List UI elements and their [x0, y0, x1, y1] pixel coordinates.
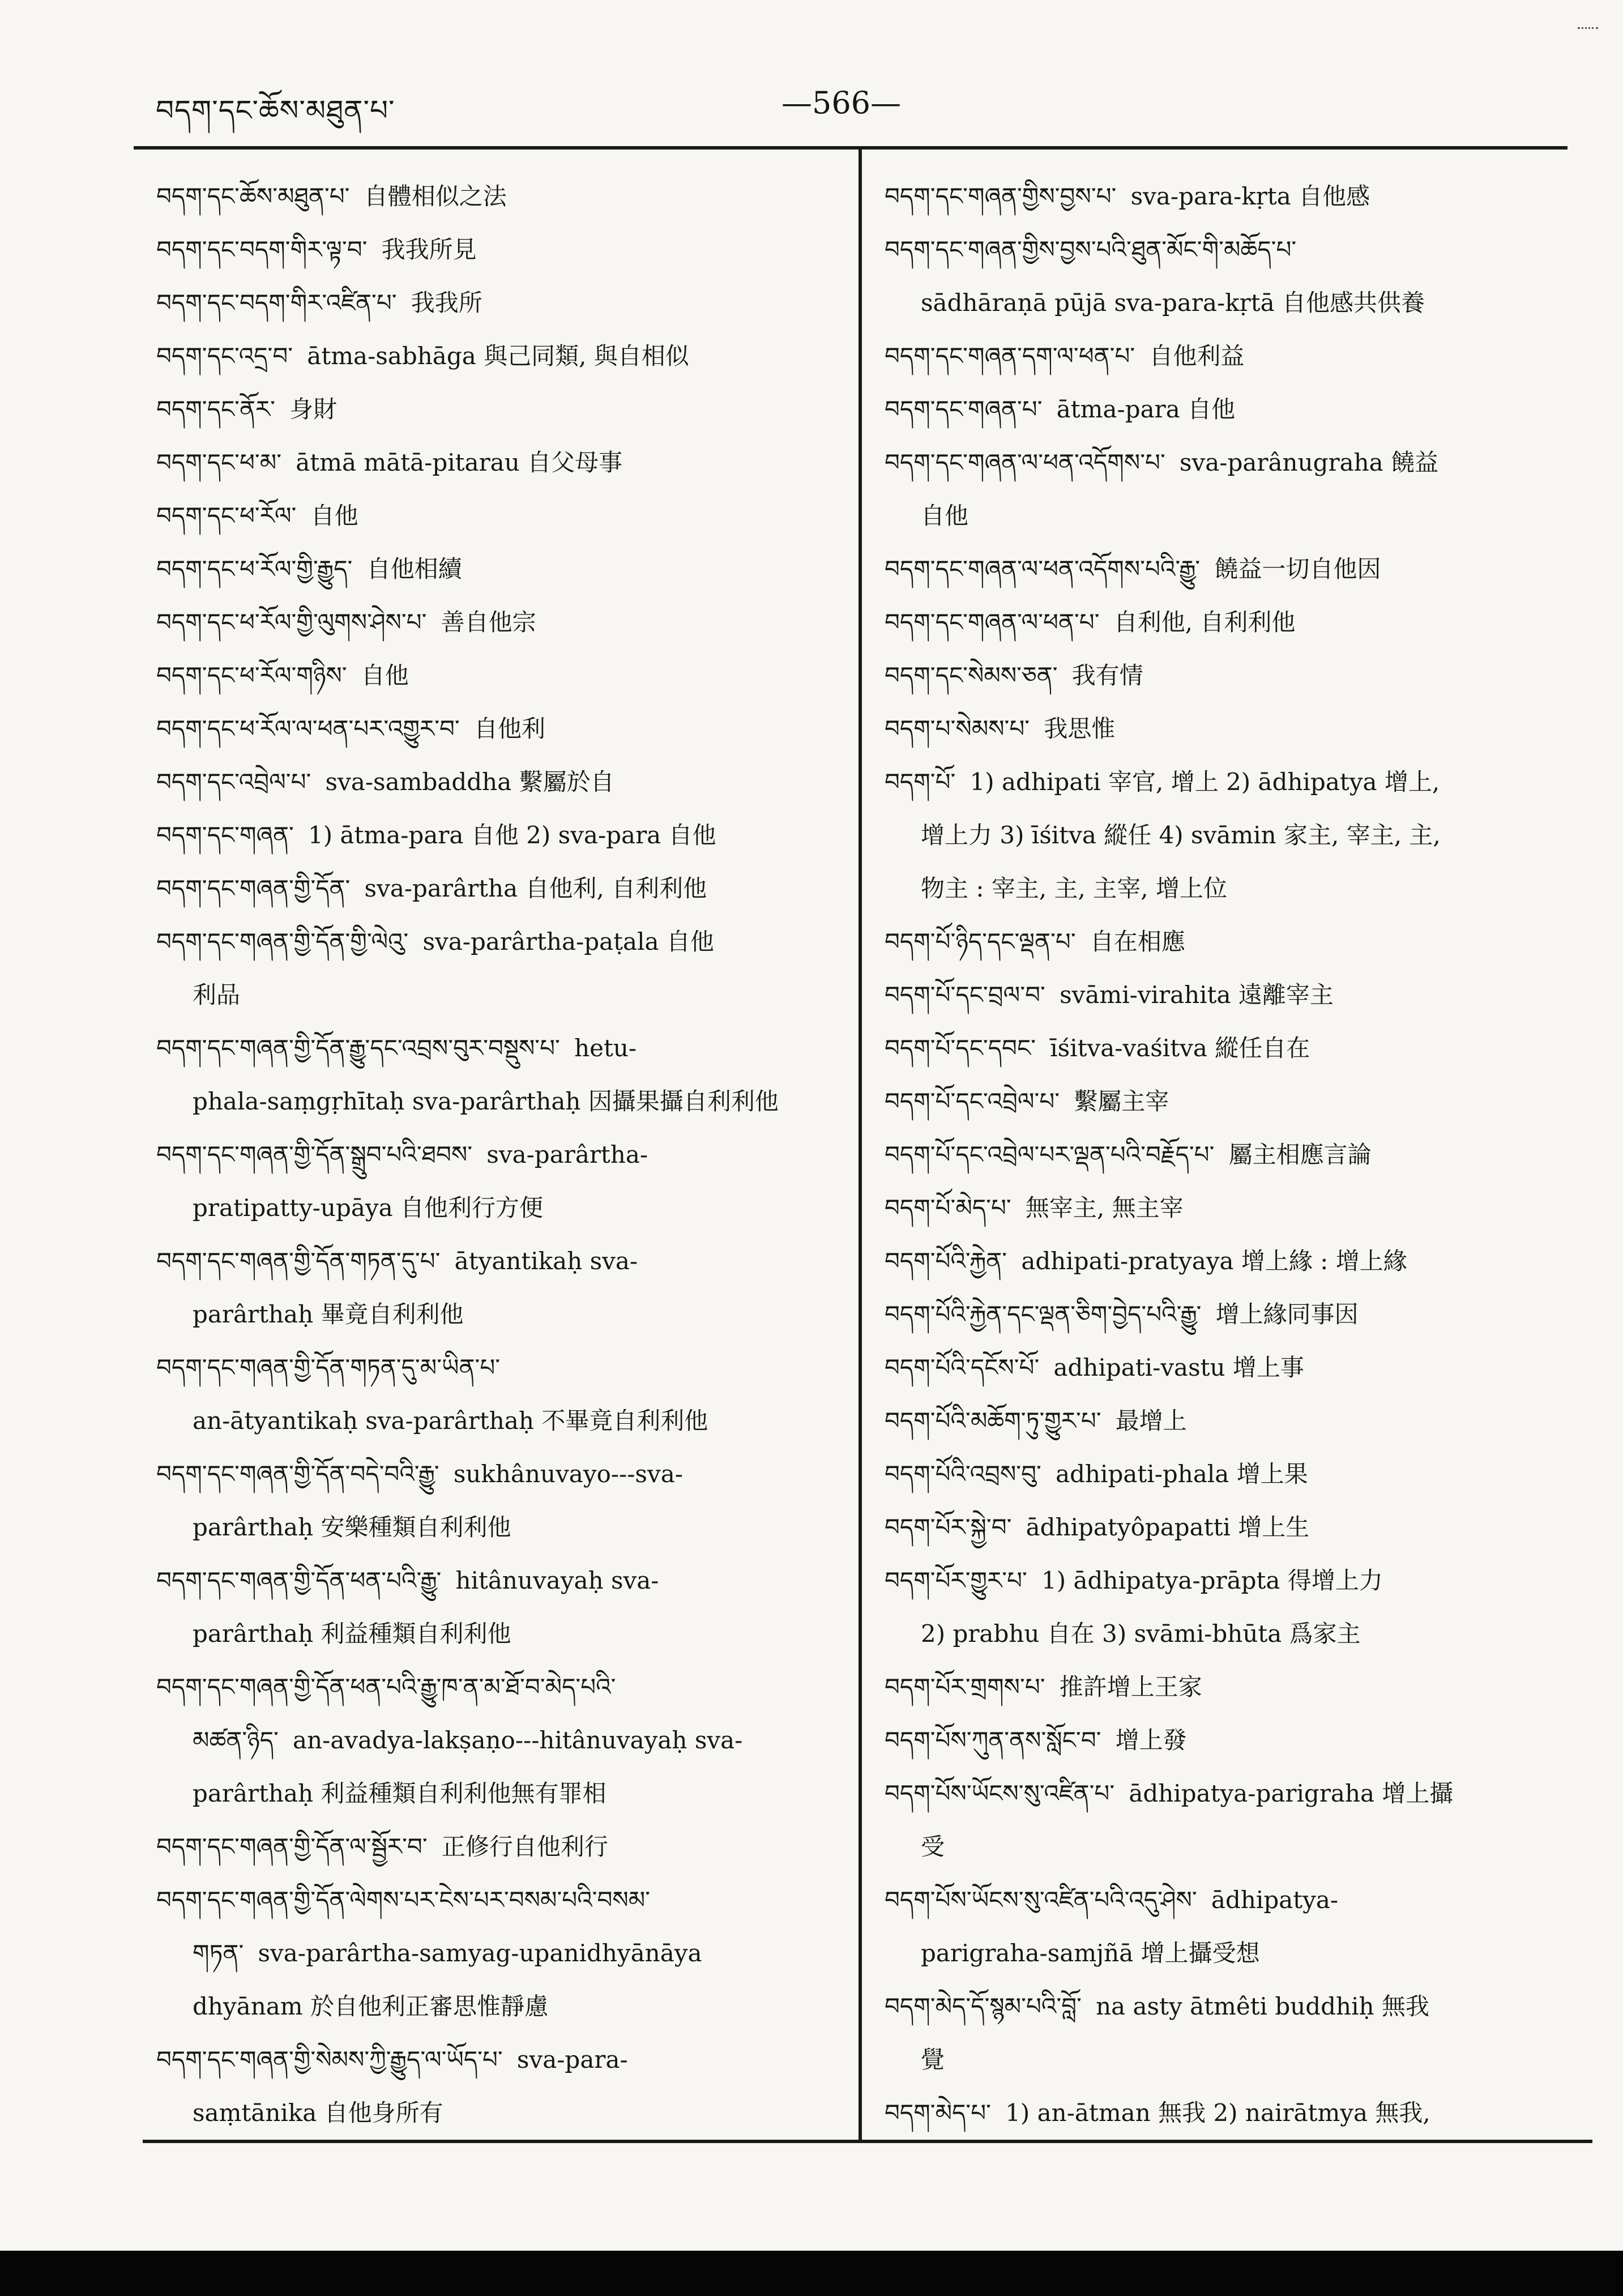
entry-continuation: [156, 968, 836, 1022]
tibetan-headword: བདག་པོ་ཉིད་དང་ལྡན་པ་: [885, 928, 1076, 955]
entry-continuation: [885, 862, 1581, 915]
entry-gloss: parârthaḥ 畢竟自利利他: [193, 1300, 464, 1328]
dictionary-entry: [156, 809, 836, 862]
entry-gloss: 屬主相應言論: [1228, 1141, 1372, 1168]
entry-gloss: sva-para-kṛta 自他感: [1130, 182, 1370, 210]
dictionary-entry: [885, 170, 1581, 223]
tibetan-headword: བདག་དང་གཞན་གྱི་དོན་ལེགས་པར་ངེས་པར་བསམ་པའི་བསམ་: [156, 1886, 651, 1914]
dictionary-entry: [156, 170, 836, 223]
dictionary-entry: [885, 596, 1581, 649]
tibetan-headword: བདག་དང་གཞན་གྱི་དོན་སྒྲུབ་པའི་ཐབས་: [156, 1141, 473, 1168]
entry-continuation: [156, 1501, 836, 1554]
tibetan-headword: བདག་པོས་ཡོངས་སུ་འཛིན་པ་: [885, 1779, 1115, 1807]
tibetan-headword: བདག་པོའི་མཆོག་ཏུ་གྱུར་པ་: [885, 1407, 1101, 1435]
dictionary-entry: [156, 543, 836, 596]
tibetan-headword: གཏན་: [193, 1939, 244, 1967]
entry-gloss: sādhāraṇā pūjā sva-para-kṛtā 自他感共供養: [921, 289, 1425, 317]
dictionary-entry: [885, 1128, 1581, 1181]
dictionary-entry: [885, 1075, 1581, 1128]
dictionary-entry: [156, 276, 836, 330]
dictionary-entry: [885, 756, 1581, 809]
tibetan-headword: བདག་པོས་ཀུན་ནས་སློང་བ་: [885, 1726, 1101, 1754]
tibetan-headword: བདག་དང་གཞན་གྱི་དོན་: [156, 874, 351, 902]
entry-gloss: 2) prabhu 自在 3) svāmi-bhūta 爲家主: [921, 1620, 1361, 1648]
entry-gloss: 我有情: [1071, 662, 1143, 689]
tibetan-headword: བདག་པོ་དང་འབྲེལ་པ་: [885, 1087, 1060, 1115]
entry-gloss: 覺: [921, 2046, 945, 2073]
dictionary-entry: [885, 1767, 1581, 1820]
tibetan-headword: བདག་མེད་དོ་སྙམ་པའི་བློ་: [885, 1992, 1082, 2020]
dictionary-entry: [156, 596, 836, 649]
entry-gloss: 自在相應: [1090, 928, 1185, 955]
entry-continuation: [156, 1394, 836, 1448]
entry-gloss: 增上發: [1115, 1726, 1187, 1754]
entry-continuation: [156, 1075, 836, 1128]
entry-gloss: pratipatty-upāya 自他利行方便: [193, 1194, 544, 1222]
dictionary-entry: [885, 1022, 1581, 1075]
tibetan-headword: བདག་དང་གཞན་དག་ལ་ཕན་པ་: [885, 342, 1135, 370]
dictionary-entry: [156, 1661, 836, 1714]
dictionary-entry: [885, 1394, 1581, 1448]
entry-gloss: 最增上: [1115, 1407, 1187, 1435]
dictionary-entry: [156, 915, 836, 968]
entry-gloss: 我我所見: [381, 236, 477, 263]
left-column: [156, 170, 836, 2140]
tibetan-headword: བདག་དང་གཞན་གྱི་དོན་ཕན་པའི་རྒྱུ་ཁ་ན་མ་ཐོ་བ་མེད་པའི་: [156, 1673, 616, 1701]
entry-continuation: [156, 1980, 836, 2033]
entry-gloss: 1) ādhipatya-prāpta 得增上力: [1041, 1567, 1383, 1594]
entry-gloss: adhipati-vastu 增上事: [1053, 1354, 1304, 1381]
entry-gloss: saṃtānika 自他身所有: [193, 2099, 443, 2127]
entry-gloss: 受: [921, 1833, 945, 1860]
dictionary-entry: [156, 2033, 836, 2086]
entry-gloss: 饒益一切自他因: [1214, 555, 1381, 583]
entry-continuation: [156, 1714, 836, 1767]
tibetan-headword: བདག་དང་གཞན་ལ་ཕན་འདོགས་པ་: [885, 449, 1165, 476]
tibetan-headword: བདག་དང་བདག་གིར་འཛིན་པ་: [156, 289, 397, 317]
entry-continuation: [156, 1607, 836, 1661]
tibetan-headword: བདག་དང་ཕ་མ་: [156, 449, 282, 476]
entry-gloss: an-avadya-lakṣaṇo---hitânuvayaḥ sva-: [293, 1726, 743, 1754]
tibetan-headword: བདག་པོའི་རྐྱེན་: [885, 1247, 1007, 1275]
entry-gloss: parârthaḥ 利益種類自利利他無有罪相: [193, 1779, 607, 1807]
tibetan-headword: བདག་དང་གཞན་པ་: [885, 395, 1043, 423]
right-column: [885, 170, 1581, 2140]
entry-gloss: 增上緣同事因: [1215, 1300, 1359, 1328]
entry-gloss: 自體相似之法: [364, 182, 507, 210]
tibetan-headword: བདག་དང་ཆོས་མཐུན་པ་: [156, 182, 350, 210]
entry-gloss: 1) ātma-para 自他 2) sva-para 自他: [308, 821, 716, 849]
dictionary-entry: [156, 330, 836, 383]
tibetan-headword: བདག་དང་འབྲེལ་པ་: [156, 768, 311, 796]
entry-gloss: 1) adhipati 宰官, 增上 2) ādhipatya 增上,: [969, 768, 1440, 796]
entry-gloss: ādhipatyôpapatti 增上生: [1026, 1513, 1310, 1541]
entry-gloss: ātma-para 自他: [1056, 395, 1236, 423]
tibetan-headword: བདག་དང་ཕ་རོལ་: [156, 502, 297, 530]
tibetan-headword: བདག་དང་གཞན་གྱི་དོན་རྒྱུ་དང་འབྲས་བུར་བསྡུས་པ་: [156, 1034, 560, 1062]
dictionary-entry: [156, 1448, 836, 1501]
corner-mark: [1578, 27, 1598, 37]
tibetan-headword: བདག་དང་གཞན་གྱིས་བྱས་པ་: [885, 182, 1117, 210]
running-header: བདག་དང་ཆོས་མཐུན་པ་: [156, 94, 395, 127]
entry-continuation: [885, 1927, 1581, 1980]
entry-gloss: 自他相續: [366, 555, 462, 583]
entry-continuation: [156, 2086, 836, 2140]
entry-gloss: 增上力 3) īśitva 縱任 4) svāmin 家主, 宰主, 主,: [921, 821, 1441, 849]
entry-gloss: 無宰主, 無主宰: [1025, 1194, 1184, 1222]
entry-gloss: sva-parârtha-samyag-upanidhyānāya: [258, 1939, 702, 1967]
dictionary-entry: [885, 1873, 1581, 1927]
tibetan-headword: བདག་པ་སེམས་པ་: [885, 715, 1030, 742]
entry-continuation: [885, 489, 1581, 543]
entry-gloss: parârthaḥ 利益種類自利利他: [193, 1620, 511, 1648]
tibetan-headword: བདག་པོའི་འབྲས་བུ་: [885, 1460, 1041, 1488]
entry-gloss: phala-saṃgṛhītaḥ sva-parârthaḥ 因攝果攝自利利他: [193, 1087, 779, 1115]
dictionary-entry: [885, 543, 1581, 596]
entry-continuation: [156, 1288, 836, 1341]
entry-gloss: 我思惟: [1044, 715, 1116, 742]
column-divider: [859, 148, 862, 2143]
dictionary-entry: [885, 1448, 1581, 1501]
tibetan-headword: བདག་དང་གཞན་ལ་ཕན་པ་: [885, 608, 1100, 636]
tibetan-headword: བདག་པོར་གྱུར་པ་: [885, 1567, 1027, 1594]
entry-gloss: na asty ātmêti buddhiḥ 無我: [1096, 1992, 1429, 2020]
dictionary-entry: [885, 968, 1581, 1022]
entry-gloss: 利品: [193, 981, 241, 1009]
entry-gloss: sva-parârtha-: [486, 1141, 648, 1168]
dictionary-entry: [156, 1341, 836, 1394]
entry-gloss: ādhipatya-parigraha 增上攝: [1129, 1779, 1454, 1807]
dictionary-entry: [885, 1661, 1581, 1714]
entry-gloss: sukhânuvayo---sva-: [453, 1460, 683, 1488]
dictionary-entry: [885, 702, 1581, 756]
tibetan-headword: བདག་དང་གཞན་ལ་ཕན་འདོགས་པའི་རྒྱུ་: [885, 555, 1201, 583]
tibetan-headword: བདག་དང་གཞན་གྱི་དོན་གྱི་ལེའུ་: [156, 928, 409, 955]
tibetan-headword: བདག་པོ་: [885, 768, 956, 796]
dictionary-entry: [885, 223, 1581, 276]
entry-gloss: 推許增上王家: [1059, 1673, 1202, 1701]
tibetan-headword: བདག་དང་གཞན་གྱི་དོན་བདེ་བའི་རྒྱུ་: [156, 1460, 439, 1488]
entry-gloss: 自他利: [473, 715, 545, 742]
scan-edge-bar: [0, 2251, 1623, 2296]
tibetan-headword: བདག་དང་བདག་གིར་ལྟ་བ་: [156, 236, 368, 263]
dictionary-entry: [156, 702, 836, 756]
tibetan-headword: བདག་དང་གཞན་: [156, 821, 294, 849]
top-rule: [134, 146, 1568, 150]
entry-gloss: hetu-: [574, 1034, 637, 1062]
dictionary-entry: [885, 1181, 1581, 1235]
dictionary-entry: [156, 649, 836, 702]
tibetan-headword: བདག་པོའི་རྐྱེན་དང་ལྡན་ཅིག་བྱེད་པའི་རྒྱུ་: [885, 1300, 1202, 1328]
entry-gloss: 自他: [361, 662, 409, 689]
dictionary-entry: [885, 436, 1581, 489]
entry-gloss: 善自他宗: [441, 608, 536, 636]
page-number: —566—: [781, 85, 902, 121]
tibetan-headword: བདག་པོར་སྐྱེ་བ་: [885, 1513, 1012, 1541]
tibetan-headword: བདག་པོའི་དངོས་པོ་: [885, 1354, 1040, 1381]
entry-gloss: 自他: [310, 502, 358, 530]
entry-continuation: [156, 1927, 836, 1980]
entry-gloss: svāmi-virahita 遠離宰主: [1060, 981, 1334, 1009]
entry-gloss: ātyantikaḥ sva-: [454, 1247, 638, 1275]
entry-gloss: an-ātyantikaḥ sva-parârthaḥ 不畢竟自利利他: [193, 1407, 708, 1435]
entry-continuation: [885, 809, 1581, 862]
entry-continuation: [156, 1181, 836, 1235]
entry-gloss: 自他: [921, 502, 969, 530]
dictionary-entry: [156, 756, 836, 809]
entry-continuation: [156, 1767, 836, 1820]
entry-gloss: parigraha-samjñā 增上攝受想: [921, 1939, 1260, 1967]
dictionary-entry: [885, 1714, 1581, 1767]
entry-gloss: hitânuvayaḥ sva-: [455, 1567, 659, 1594]
tibetan-headword: བདག་དང་སེམས་ཅན་: [885, 662, 1058, 689]
dictionary-entry: [885, 1554, 1581, 1607]
dictionary-entry: [156, 1022, 836, 1075]
entry-gloss: ātmā mātā-pitarau 自父母事: [296, 449, 623, 476]
tibetan-headword: བདག་དང་གཞན་གྱི་སེམས་ཀྱི་རྒྱུད་ལ་ཡོད་པ་: [156, 2046, 503, 2073]
tibetan-headword: བདག་དང་གཞན་གྱི་དོན་ལ་སྦྱོར་བ་: [156, 1833, 428, 1860]
entry-gloss: sva-para-: [516, 2046, 628, 2073]
dictionary-entry: [156, 1820, 836, 1873]
tibetan-headword: བདག་དང་གཞན་གྱི་དོན་ཕན་པའི་རྒྱུ་: [156, 1567, 442, 1594]
tibetan-headword: བདག་དང་འདྲ་བ་: [156, 342, 293, 370]
tibetan-headword: བདག་དང་གཞན་གྱི་དོན་གཏན་དུ་པ་: [156, 1247, 441, 1275]
tibetan-headword: བདག་དང་ཕ་རོལ་གྱི་ལུགས་ཤེས་པ་: [156, 608, 427, 636]
dictionary-entry: [156, 1128, 836, 1181]
tibetan-headword: བདག་པོ་དང་འབྲེལ་པར་ལྡན་པའི་བརྗོད་པ་: [885, 1141, 1215, 1168]
tibetan-headword: བདག་མེད་པ་: [885, 2099, 991, 2127]
dictionary-entry: [885, 1980, 1581, 2033]
tibetan-headword: བདག་དང་ནོར་: [156, 395, 276, 423]
entry-gloss: 自他利益: [1149, 342, 1245, 370]
dictionary-entry: [156, 1554, 836, 1607]
dictionary-entry: [156, 223, 836, 276]
bottom-rule: [143, 2140, 1592, 2143]
tibetan-headword: བདག་དང་ཕ་རོལ་གྱི་རྒྱུད་: [156, 555, 353, 583]
entry-gloss: sva-parârtha 自他利, 自利利他: [364, 874, 707, 902]
tibetan-headword: བདག་པོས་ཡོངས་སུ་འཛིན་པའི་འདུ་ཤེས་: [885, 1886, 1197, 1914]
tibetan-headword: བདག་པོ་དང་དབང་: [885, 1034, 1036, 1062]
entry-gloss: 我我所: [411, 289, 482, 317]
entry-gloss: 1) an-ātman 無我 2) nairātmya 無我,: [1005, 2099, 1430, 2127]
entry-gloss: īśitva-vaśitva 縱任自在: [1050, 1034, 1310, 1062]
entry-gloss: sva-parârtha-paṭala 自他: [422, 928, 714, 955]
dictionary-entry: [156, 489, 836, 543]
entry-continuation: [885, 276, 1581, 330]
dictionary-entry: [885, 1288, 1581, 1341]
dictionary-entry: [885, 915, 1581, 968]
entry-gloss: dhyānam 於自他利正審思惟靜慮: [193, 1992, 548, 2020]
entry-gloss: ātma-sabhāga 與己同類, 與自相似: [307, 342, 689, 370]
entry-gloss: sva-sambaddha 繫屬於自: [325, 768, 614, 796]
entry-gloss: 正修行自他利行: [441, 1833, 608, 1860]
dictionary-entry: [156, 1235, 836, 1288]
dictionary-entry: [156, 1873, 836, 1927]
dictionary-entry: [156, 862, 836, 915]
tibetan-headword: བདག་དང་གཞན་གྱིས་བྱས་པའི་ཐུན་མོང་གི་མཆོད་པ་: [885, 236, 1297, 263]
dictionary-entry: [885, 2086, 1581, 2140]
entry-gloss: 物主 : 宰主, 主, 主宰, 增上位: [921, 874, 1227, 902]
tibetan-headword: བདག་པོ་དང་བྲལ་བ་: [885, 981, 1045, 1009]
entry-gloss: adhipati-pratyaya 增上緣 : 增上緣: [1021, 1247, 1407, 1275]
dictionary-entry: [885, 1341, 1581, 1394]
dictionary-entry: [885, 1235, 1581, 1288]
entry-continuation: [885, 1607, 1581, 1661]
entry-continuation: [885, 2033, 1581, 2086]
entry-gloss: ādhipatya-: [1211, 1886, 1339, 1914]
dictionary-entry: [885, 649, 1581, 702]
dictionary-entry: [885, 330, 1581, 383]
dictionary-entry: [885, 383, 1581, 436]
dictionary-entry: [885, 1501, 1581, 1554]
tibetan-headword: བདག་དང་ཕ་རོལ་གཉིས་: [156, 662, 347, 689]
tibetan-headword: བདག་པོར་གྲགས་པ་: [885, 1673, 1045, 1701]
entry-continuation: [885, 1820, 1581, 1873]
entry-gloss: 繫屬主宰: [1074, 1087, 1169, 1115]
entry-gloss: 自利他, 自利利他: [1113, 608, 1296, 636]
dictionary-entry: [156, 436, 836, 489]
tibetan-headword: བདག་དང་ཕ་རོལ་ལ་ཕན་པར་འགྱུར་བ་: [156, 715, 460, 742]
entry-gloss: 身財: [289, 395, 338, 423]
entry-gloss: parârthaḥ 安樂種類自利利他: [193, 1513, 511, 1541]
entry-gloss: sva-parânugraha 饒益: [1179, 449, 1439, 476]
tibetan-headword: མཚན་ཉིད་: [193, 1726, 279, 1754]
entry-gloss: adhipati-phala 增上果: [1056, 1460, 1308, 1488]
dictionary-entry: [156, 383, 836, 436]
tibetan-headword: བདག་པོ་མེད་པ་: [885, 1194, 1011, 1222]
tibetan-headword: བདག་དང་གཞན་གྱི་དོན་གཏན་དུ་མ་ཡིན་པ་: [156, 1354, 501, 1381]
